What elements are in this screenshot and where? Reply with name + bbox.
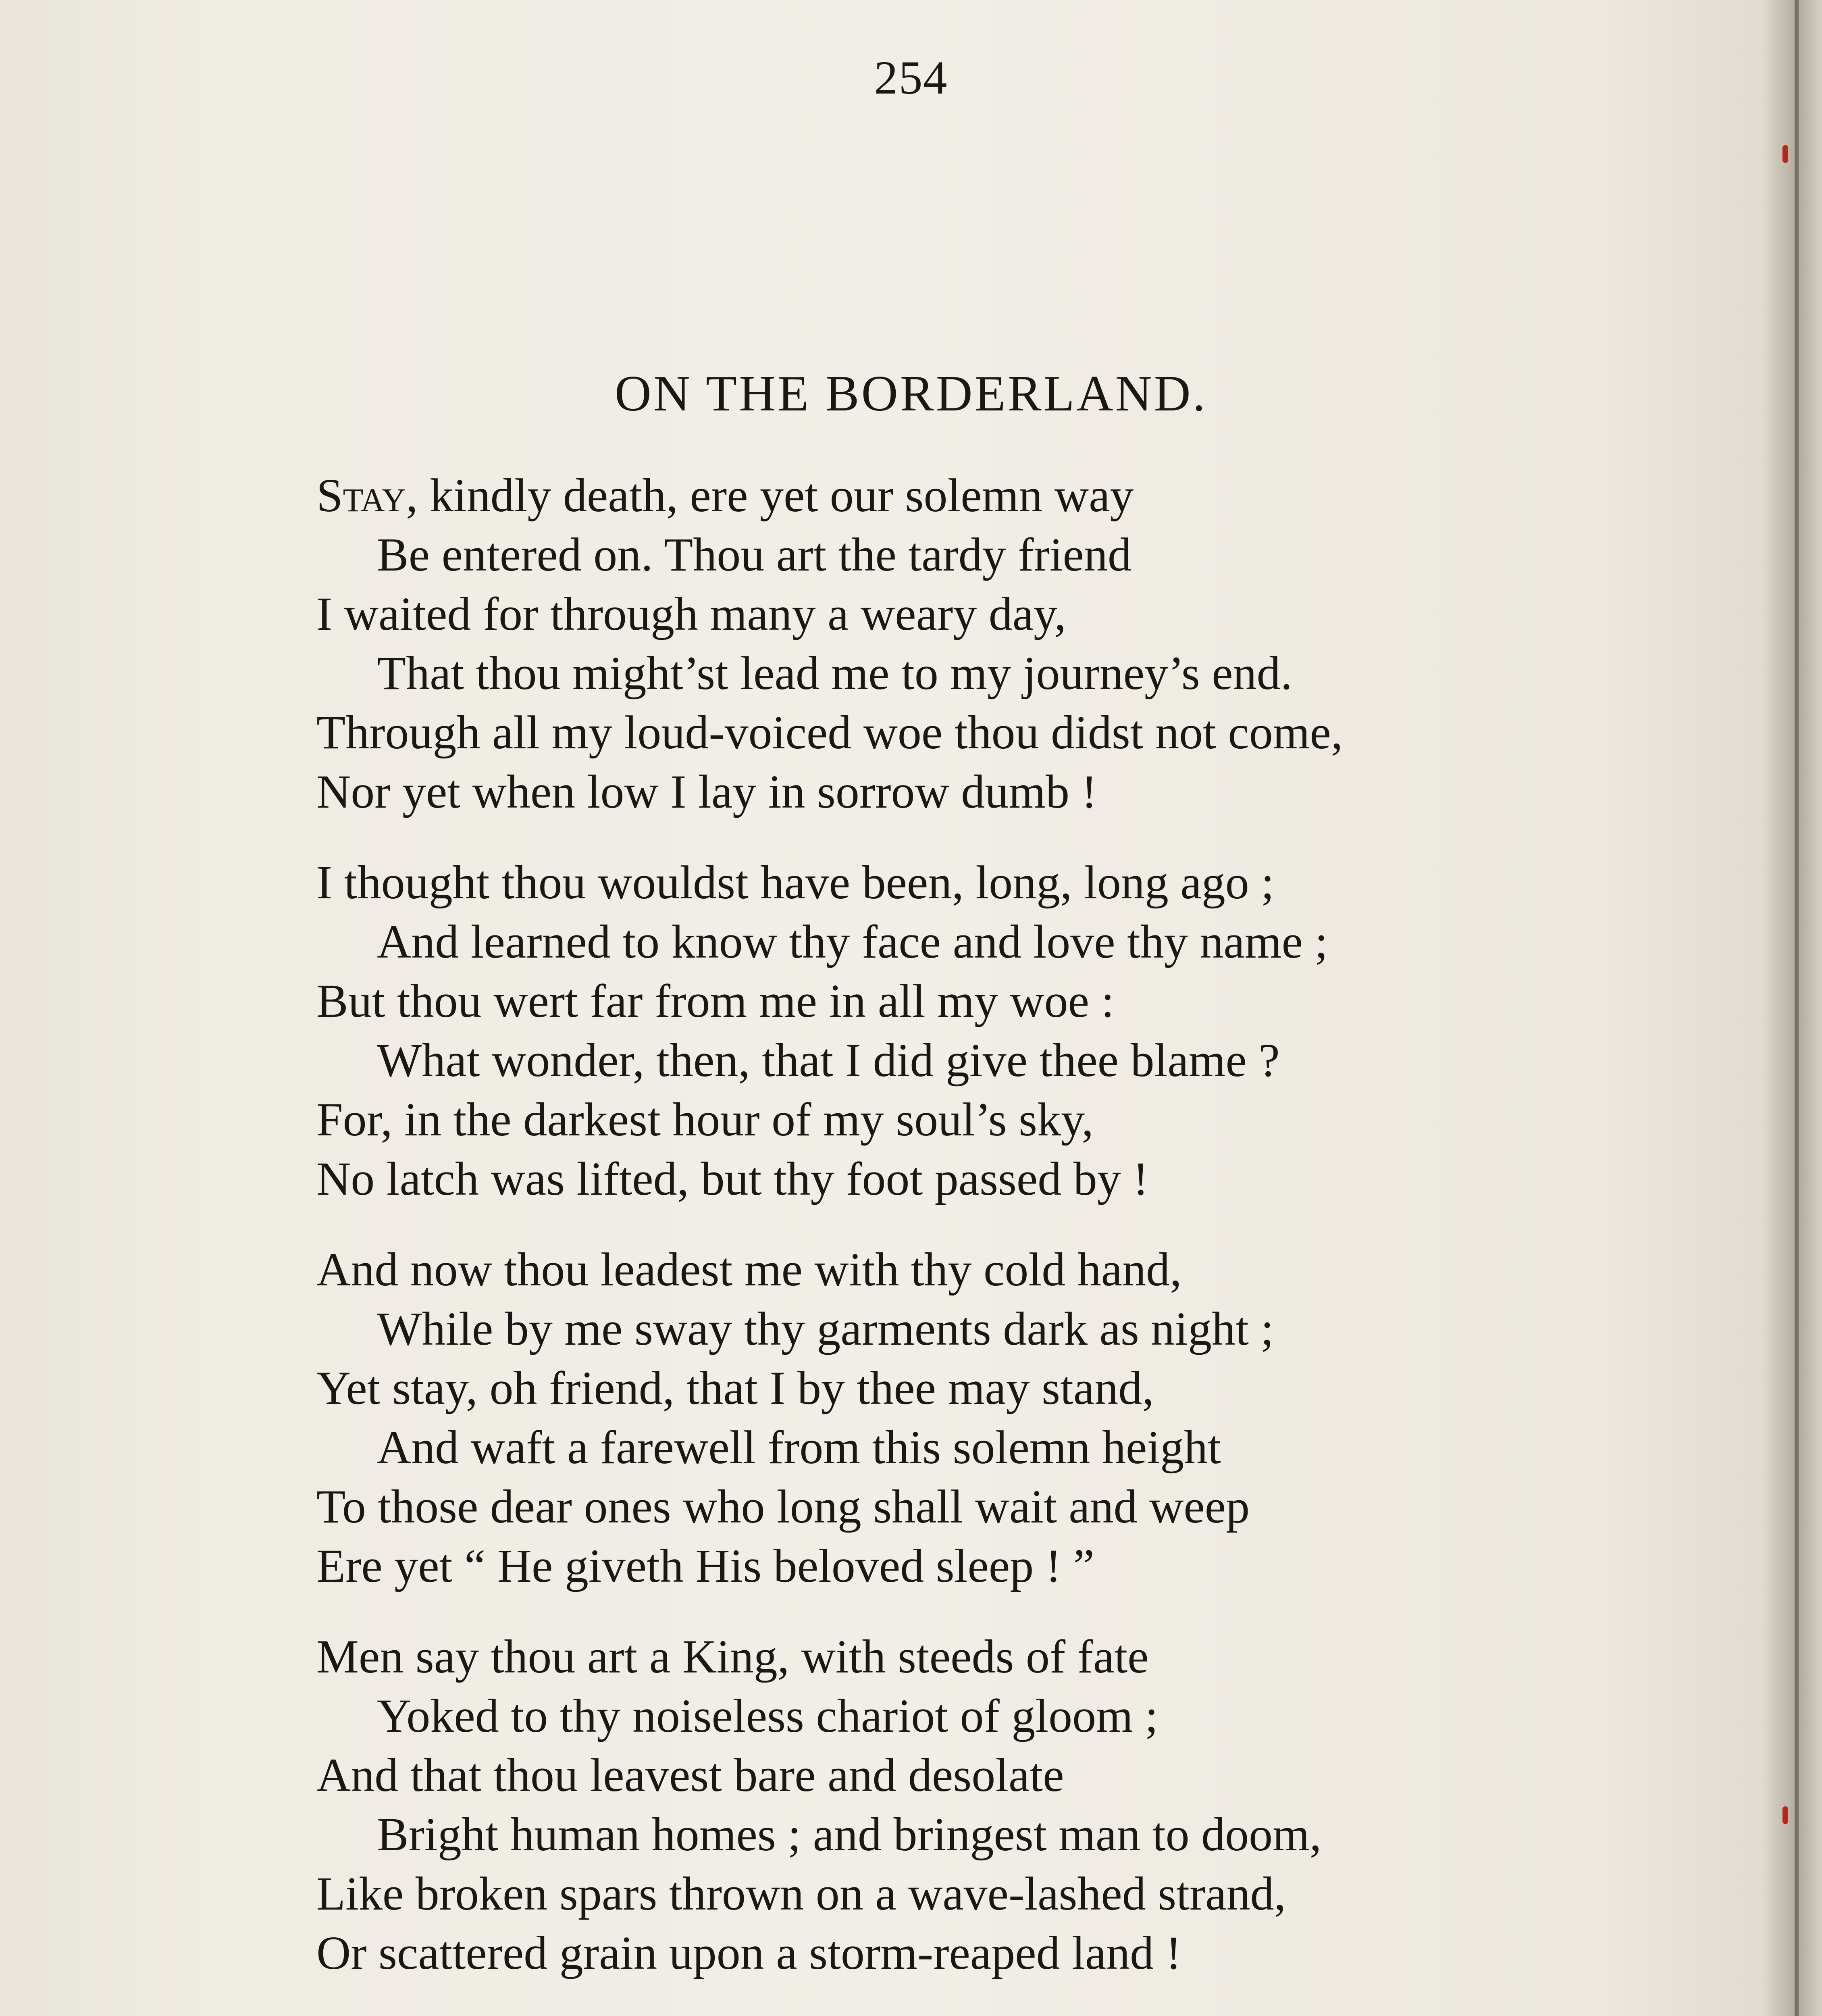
poem-line <box>316 1031 1647 1090</box>
poem-line <box>316 1240 1647 1299</box>
poem-line-text: And now thou leadest me with thy cold hand, <box>316 1243 1182 1296</box>
poem-line-text: To those dear ones who long shall wait and weep <box>316 1480 1250 1533</box>
stanza <box>316 853 1647 1208</box>
poem-line-text: , kindly death, ere yet our solemn way <box>406 469 1134 522</box>
poem-line-text: Men say thou art a King, with steeds of fate <box>316 1630 1149 1683</box>
stanza <box>316 1627 1647 1983</box>
poem-line-text: What wonder, then, that I did give thee blame ? <box>377 1034 1280 1087</box>
poem-line-text: While by me sway thy garments dark as night ; <box>377 1302 1274 1355</box>
poem-line <box>316 1745 1647 1805</box>
poem-line <box>316 2014 1647 2016</box>
poem-line <box>316 1686 1647 1745</box>
page-number: 254 <box>874 51 948 104</box>
drop-word: Stay <box>316 469 406 522</box>
poem-line-text: Ere yet “ He giveth His beloved sleep ! ” <box>316 1539 1094 1592</box>
poem-line-text: And waft a farewell from this solemn height <box>377 1421 1221 1474</box>
poem-line <box>316 1418 1647 1477</box>
red-mark <box>1782 145 1788 163</box>
poem-line <box>316 644 1647 703</box>
poem-line-text: I thought thou wouldst have been, long, long ago ; <box>316 856 1275 909</box>
poem-line <box>316 853 1647 912</box>
poem-line <box>316 971 1647 1031</box>
poem-line-text: Yoked to thy noiseless chariot of gloom ; <box>377 1689 1159 1742</box>
poem-line <box>316 762 1647 821</box>
poem-line <box>316 912 1647 971</box>
poem-line <box>316 1149 1647 1208</box>
poem-line-text: Like broken spars thrown on a wave-lashed strand, <box>316 1867 1286 1920</box>
poem-line-text: Bright human homes ; and bringest man to doom, <box>377 1808 1322 1861</box>
poem-line <box>316 1358 1647 1418</box>
poem-line <box>316 1864 1647 1923</box>
poem-line <box>316 1090 1647 1149</box>
poem-line <box>316 703 1647 762</box>
poem-line <box>316 525 1647 584</box>
stanza <box>316 2014 1647 2016</box>
poem-line-text: That thou might’st lead me to my journey’s end. <box>377 647 1293 700</box>
poem-line-text: Through all my loud-voiced woe thou didst not come, <box>316 706 1343 759</box>
poem-line-text: Be entered on. Thou art the tardy friend <box>377 528 1132 581</box>
poem-line <box>316 584 1647 644</box>
stanza <box>316 1240 1647 1595</box>
poem-line-text: But thou wert far from me in all my woe : <box>316 975 1115 1027</box>
poem-line-text: Yet stay, oh friend, that I by thee may stand, <box>316 1362 1154 1414</box>
poem-line-text: Nor yet when low I lay in sorrow dumb ! <box>316 765 1097 818</box>
poem-title: ON THE BORDERLAND. <box>614 366 1208 422</box>
poem-line <box>316 1536 1647 1595</box>
stanza <box>316 466 1647 821</box>
poem-line-text: No latch was lifted, but thy foot passed by ! <box>316 1152 1149 1205</box>
poem-line <box>316 1627 1647 1686</box>
poem-line <box>316 1805 1647 1864</box>
page-edge-shadow <box>1762 0 1822 2016</box>
poem-line <box>316 1923 1647 1983</box>
page-edge-line <box>1795 0 1799 2016</box>
poem-line-text: And learned to know thy face and love thy name ; <box>377 915 1328 968</box>
poem-line-text: And that thou leavest bare and desolate <box>316 1749 1064 1801</box>
poem-line-text: Or scattered grain upon a storm-reaped land ! <box>316 1926 1182 1979</box>
poem-line <box>316 1477 1647 1536</box>
poem-line <box>316 1299 1647 1358</box>
poem-line <box>316 466 1647 525</box>
red-mark <box>1782 1806 1788 1824</box>
poem-body <box>316 466 1647 2016</box>
poem-line-text: For, in the darkest hour of my soul’s sky, <box>316 1093 1094 1146</box>
poem-line-text: I waited for through many a weary day, <box>316 587 1066 640</box>
